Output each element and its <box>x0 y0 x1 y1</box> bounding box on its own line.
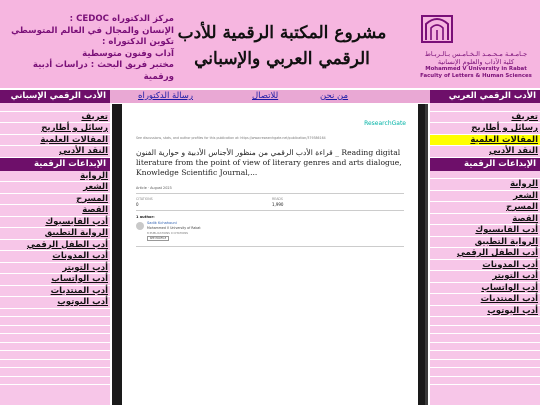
citations-label: CITATIONS <box>136 197 153 201</box>
header-info-line: آداب وفنون متوسطية <box>82 48 174 59</box>
university-name-en-line1: Mohammed V University in Rabat <box>425 66 527 72</box>
nav-thesis[interactable]: رسالة الدكتوراه <box>138 91 194 101</box>
sidebar-item-facebook[interactable]: أدب الفايسبوك <box>430 225 540 237</box>
divider <box>0 334 110 343</box>
site-title-line1: مشروع المكتبة الرقمية للأدب <box>177 23 387 43</box>
sidebar-item-theatre[interactable]: المسرح <box>0 194 110 206</box>
divider <box>430 171 540 180</box>
article-meta: Article · August 2023 <box>136 186 172 190</box>
divider <box>0 326 110 335</box>
sidebar-item-blogs[interactable]: أدب المدونات <box>0 251 110 263</box>
divider <box>0 368 110 377</box>
sidebar-item-youtube[interactable]: أدب اليوتوب <box>0 297 110 309</box>
divider <box>430 334 540 343</box>
pdf-scrollbar[interactable] <box>425 104 428 405</box>
divider <box>430 326 540 335</box>
university-name-en <box>414 66 538 80</box>
reads-value: 1,990 <box>272 202 284 207</box>
sidebar-item-whatsapp[interactable]: أدب الواتساب <box>430 283 540 295</box>
sidebar-spanish-heading: الأدب الرقمي الإسباني <box>0 90 110 103</box>
sidebar-item-poetry[interactable]: الشعر <box>0 182 110 194</box>
sidebar-creations-heading: الإبداعات الرقمية <box>0 158 110 171</box>
university-name-ar-line2: كلية الآداب والعلوم الإنسانية <box>437 58 515 66</box>
divider <box>0 360 110 369</box>
divider <box>0 103 110 112</box>
divider <box>430 103 540 112</box>
sidebar-item-children[interactable]: أدب الطفل الرقمي <box>430 248 540 260</box>
citations-value: 0 <box>136 202 139 207</box>
sidebar-arabic-heading: الأدب الرقمي العربي <box>430 90 540 103</box>
sidebar-item-youtube[interactable]: أدب اليوتوب <box>430 306 540 318</box>
sidebar-item-forums[interactable]: أدب المنتديات <box>0 286 110 298</box>
sidebar-creations-heading: الإبداعات الرقمية <box>430 158 540 171</box>
university-name-ar <box>414 50 538 66</box>
see-profile-button[interactable]: SEE PROFILE <box>147 236 169 241</box>
divider <box>136 210 404 211</box>
researchgate-logo: ResearchGate <box>364 120 406 127</box>
sidebar-item-definition[interactable]: تعريف <box>0 112 110 124</box>
site-header <box>0 0 540 88</box>
authors-heading: 1 author: <box>136 215 155 219</box>
header-info-line: الإنسان والمجال في العالم المتوسطي <box>11 25 174 36</box>
divider <box>430 377 540 386</box>
divider <box>0 351 110 360</box>
sidebar-item-novel[interactable]: الرواية <box>0 171 110 183</box>
divider <box>0 309 110 318</box>
divider <box>0 317 110 326</box>
divider <box>0 377 110 386</box>
sidebar-item-articles[interactable]: المقالات العلمية <box>0 135 110 147</box>
doctoral-center-info <box>4 14 174 83</box>
header-info-line: مختبر فريق البحث : دراسات أدبية ورقمية <box>32 60 174 82</box>
site-title <box>162 20 402 72</box>
sidebar-arabic <box>430 90 540 405</box>
divider <box>0 343 110 352</box>
divider <box>430 368 540 377</box>
sidebar-item-blogs[interactable]: أدب المدونات <box>430 260 540 272</box>
sidebar-item-whatsapp[interactable]: أدب الواتساب <box>0 274 110 286</box>
sidebar-spanish <box>0 90 110 405</box>
pdf-viewer <box>112 104 428 405</box>
sidebar-item-app-novel[interactable]: الرواية التطبيق <box>430 237 540 249</box>
author-affiliation: Mohammed V University of Rabat <box>147 226 201 230</box>
sidebar-item-novel[interactable]: الرواية <box>430 179 540 191</box>
sidebar-item-forums[interactable]: أدب المنتديات <box>430 294 540 306</box>
reads-label: READS <box>272 197 283 201</box>
avatar <box>136 222 144 230</box>
divider <box>430 360 540 369</box>
sidebar-item-twitter[interactable]: أدب التويتر <box>430 271 540 283</box>
pdf-page <box>122 104 418 405</box>
university-logo <box>414 10 538 82</box>
sidebar-item-facebook[interactable]: أدب الفايسبوك <box>0 217 110 229</box>
sidebar-item-definition[interactable]: تعريف <box>430 112 540 124</box>
nav-about[interactable]: من نحن <box>320 91 349 101</box>
divider <box>136 246 404 247</box>
divider <box>136 193 404 194</box>
nav-contact[interactable]: للاتصال <box>252 91 279 101</box>
divider <box>430 317 540 326</box>
site-title-line2: الرقمي العربي والإسباني <box>194 49 370 69</box>
sidebar-item-twitter[interactable]: أدب التويتر <box>0 263 110 275</box>
university-name-en-line2: Faculty of Letters & Human Sciences <box>420 73 532 79</box>
university-emblem-icon <box>420 12 454 46</box>
divider <box>430 343 540 352</box>
header-info-line: مركز الدكتوراه CEDOC : <box>69 14 174 24</box>
sidebar-item-poetry[interactable]: الشعر <box>430 191 540 203</box>
sidebar-item-theses[interactable]: رسائل و أطاريح <box>0 123 110 135</box>
sidebar-item-story[interactable]: القصة <box>0 205 110 217</box>
author-stats: 8 PUBLICATIONS 0 CITATIONS <box>147 231 189 235</box>
header-info-line: تكوين الدكتوراه : <box>102 37 174 47</box>
author-name[interactable]: Sadik Kchahouni <box>147 221 177 225</box>
sidebar-item-children[interactable]: أدب الطفل الرقمي <box>0 240 110 252</box>
publication-disclaimer: See discussions, stats, and author profiles for this publication at: https://www.researchgate.net/publication/379386164 <box>136 136 326 140</box>
sidebar-item-criticism[interactable]: النقد الأدبي <box>0 146 110 158</box>
university-name-ar-line1: جـامـعـة مـحـمـد الـخـامـس بـالـربـاط <box>424 50 528 58</box>
sidebar-item-theses[interactable]: رسائل و أطاريح <box>430 123 540 135</box>
sidebar-item-criticism[interactable]: النقد الأدبي <box>430 146 540 158</box>
publication-title: قراءة الأدب الرقمي من منظور الأجناس الأدبية و حوارية الفنون _ Reading digital literature from the point of view of literary genres and arts dialogue, Knowledge Scientific Journal,... <box>136 148 402 177</box>
divider <box>430 351 540 360</box>
sidebar-item-articles[interactable]: المقالات العلمية <box>430 135 540 147</box>
sidebar-item-story[interactable]: القصة <box>430 214 540 226</box>
sidebar-item-app-novel[interactable]: الرواية التطبيق <box>0 228 110 240</box>
sidebar-item-theatre[interactable]: المسرح <box>430 202 540 214</box>
